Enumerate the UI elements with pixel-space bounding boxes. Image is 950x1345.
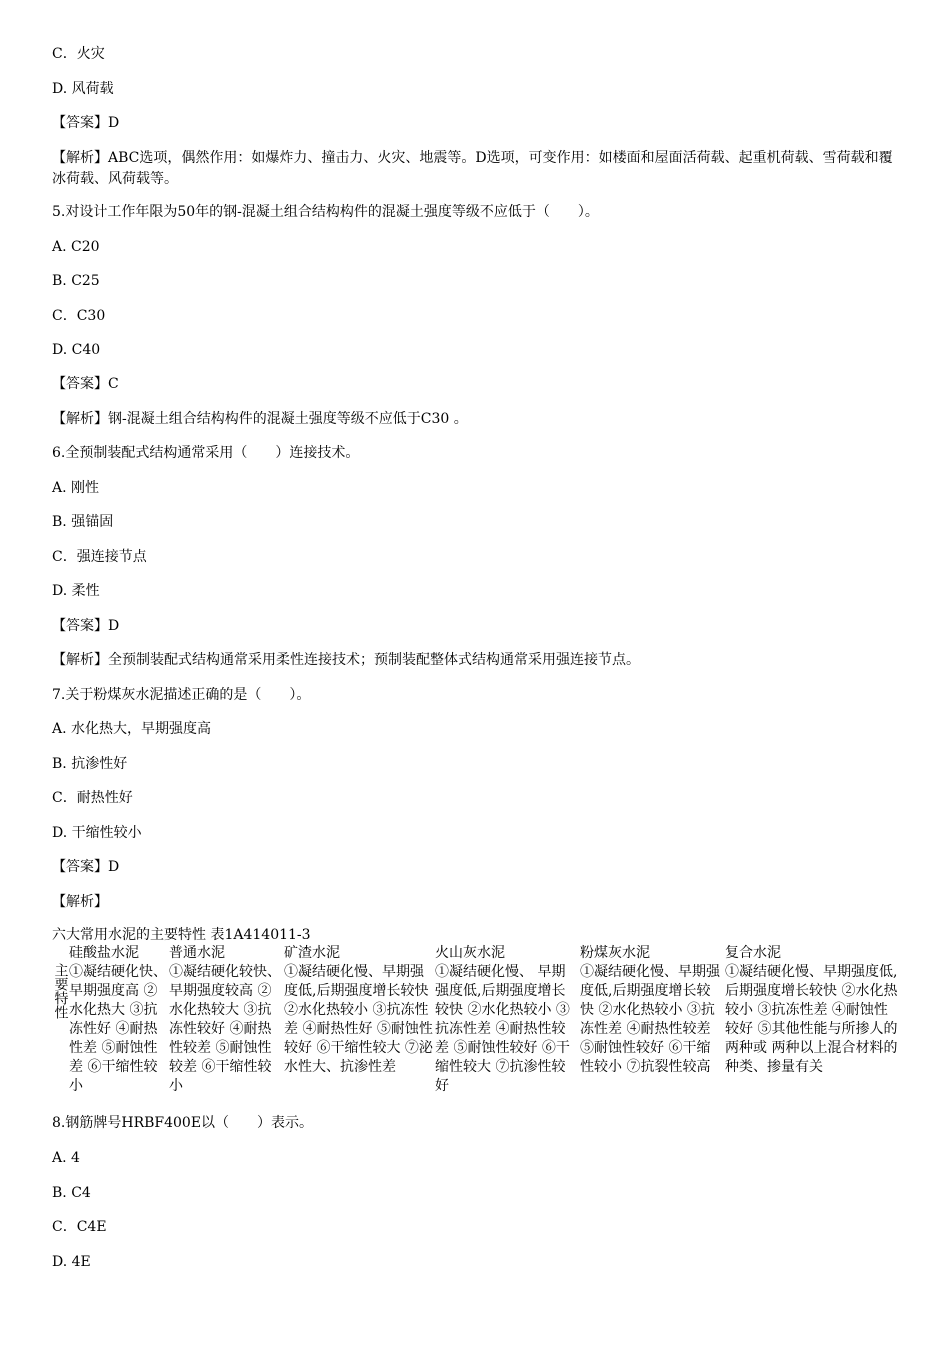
q8-option-b: B. C4 (52, 1185, 91, 1201)
option-d-wind-load: D. 风荷载 (52, 81, 114, 97)
q6-option-c: C．强连接节点 (52, 549, 147, 565)
q5-explanation: 【解析】钢-混凝土组合结构构件的混凝土强度等级不应低于C30 。 (52, 411, 468, 427)
table-cell: ①凝结硬化较快、早期强度较高 ②水化热较大 ③抗冻性较好 ④耐热性较差 ⑤耐蚀性较差 ⑥干缩性较小 (169, 964, 281, 1094)
table-header: 矿渣水泥 (284, 945, 340, 961)
q7-option-a: A. 水化热大，早期强度高 (52, 721, 212, 737)
question-7: 7.关于粉煤灰水泥描述正确的是（ ）。 (52, 687, 311, 703)
table-cell: ①凝结硬化慢、早期强度低,后期强度增长较快 ②水化热较小 ③抗冻性差 ④耐蚀性较好 ⑤其他性能与所掺人的两种或 两种以上混合材料的种类、掺量有关 (725, 964, 898, 1075)
q5-option-b: B. C25 (52, 273, 100, 289)
table-header: 硅酸盐水泥 (69, 945, 139, 961)
option-c-fire: C．火灾 (52, 46, 105, 62)
table-row (52, 963, 902, 1096)
cement-properties-table (52, 944, 902, 1096)
question-6: 6.全预制装配式结构通常采用（ ）连接技术。 (52, 445, 360, 461)
q7-option-d: D. 干缩性较小 (52, 825, 142, 841)
explanation-4: 【解析】ABC选项，偶然作用：如爆炸力、撞击力、火灾、地震等。D选项，可变作用：如楼面和屋面活荷载、起重机荷载、雪荷载和覆冰荷载、风荷载等。 (52, 150, 893, 187)
q7-option-b: B. 抗渗性好 (52, 756, 128, 772)
table-cell: ①凝结硬化慢、早期强度低,后期强度增长较快 ②水化热较小 ③抗冻性差 ④耐热性好 ⑤耐蚀性较好 ⑥干缩性较大 ⑦泌水性大、抗渗性差 (284, 964, 433, 1075)
q8-option-a: A. 4 (52, 1150, 80, 1166)
question-5: 5.对设计工作年限为50年的钢-混凝土组合结构构件的混凝土强度等级不应低于（ ）。 (52, 204, 599, 220)
table-header: 普通水泥 (169, 945, 225, 961)
q6-option-b: B. 强锚固 (52, 514, 114, 530)
q8-option-d: D. 4E (52, 1254, 91, 1270)
q8-option-c: C．C4E (52, 1219, 107, 1235)
q6-option-a: A. 刚性 (52, 480, 100, 496)
q6-explanation: 【解析】全预制装配式结构通常采用柔性连接技术；预制装配整体式结构通常采用强连接节点。 (52, 652, 640, 668)
row-label: 主要特性 (52, 963, 69, 1019)
q5-answer: 【答案】C (52, 376, 119, 392)
table-header: 复合水泥 (725, 945, 781, 961)
table-header: 火山灰水泥 (435, 945, 505, 961)
q5-option-c: C．C30 (52, 308, 106, 324)
answer-4: 【答案】D (52, 115, 120, 131)
question-8: 8.钢筋牌号HRBF400E以（ ）表示。 (52, 1115, 314, 1131)
table-header-row (52, 944, 902, 963)
q5-option-d: D. C40 (52, 342, 101, 358)
table-header: 粉煤灰水泥 (580, 945, 650, 961)
q5-option-a: A. C20 (52, 239, 100, 255)
q7-explanation: 【解析】 (52, 894, 108, 910)
table-cell: ①凝结硬化慢、早期强度低,后期强度增长较快 ②水化热较小 ③抗冻性差 ④耐热性较差 ⑤耐蚀性较好 ⑥干缩性较小 ⑦抗裂性较高 (580, 964, 720, 1075)
q6-option-d: D. 柔性 (52, 583, 100, 599)
q7-answer: 【答案】D (52, 859, 120, 875)
q7-option-c: C．耐热性好 (52, 790, 133, 806)
q6-answer: 【答案】D (52, 618, 120, 634)
table-cell: ①凝结硬化慢、 早期强度低,后期强度增长较快 ②水化热较小 ③抗冻性差 ④耐热性较差 ⑤耐蚀性较好 ⑥干缩性较大 ⑦抗渗性较好 (435, 964, 570, 1094)
table-cell: ①凝结硬化快、早期强度高 ②水化热大 ③抗冻性好 ④耐热性差 ⑤耐蚀性差 ⑥干缩性较小 (69, 964, 167, 1094)
table-caption: 六大常用水泥的主要特性 表1A414011-3 (52, 927, 311, 943)
